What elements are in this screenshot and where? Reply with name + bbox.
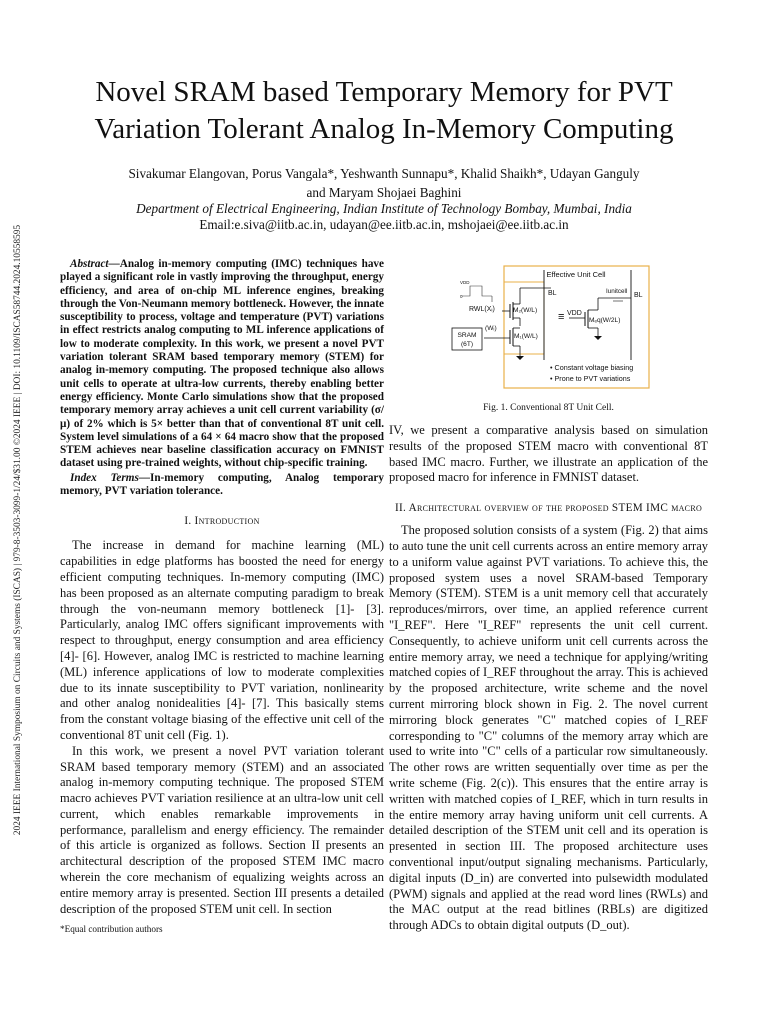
bullet-pvt-variations: • Prone to PVT variations bbox=[550, 374, 631, 383]
iunitcell-label: Iunitcell bbox=[606, 288, 628, 295]
rwl-label: RWL(Xᵢ) bbox=[469, 306, 495, 313]
ground-symbol-left bbox=[516, 356, 524, 360]
box-title: Effective Unit Cell bbox=[546, 270, 606, 279]
architecture-paragraph: The proposed solution consists of a system (Fig. 2) that aims to auto tune the unit cell currents across an entire memory array to a uniform value against PVT variations. To achieve this, the proposed system uses a novel SRAM-based Temporary Memory (STEM). STEM is a unit memory cell that accurately reproduces/mirrors, over time, an applied reference current "I_REF". Here "I_REF" represents the unit cell current. Consequently, to achieve uniform unit cell currents across the entire memory array, we need a technique for applying/writing matched copies of I_REF throughout the array. This is achieved by the proposed architecture, write scheme and the novel current mirroring block shown in Fig. 2. The novel current mirroring block generates "C" matched copies of I_REF corresponding to "C" columns of the memory array which are used to write into "C" cells of a particular row simultaneously. The other rows are written sequentially over time as per the write scheme (Fig. 2(c)). This ensures that the entire array is written with matched copies of I_REF, which in turn results in the entire memory array having uniform unit cell currents. A detailed description of the STEM unit cell and its operation is presented in section III. The proposed architecture uses conventional input/output signaling mechanisms. Particularly, digital inputs (D_in) are converted into pulsewidth modulated (PWM) signals and applied at the read word lines (RWLs) and the MAC output at the read bitlines (RBLs) are digitized through ADCs to obtain digital outputs (D_out). bbox=[389, 523, 709, 933]
authors-line-1: Sivakumar Elangovan, Porus Vangala*, Yeshwanth Sunnapu*, Khalid Shaikh*, Udayan Ganguly bbox=[128, 166, 640, 181]
index-terms-label: Index Terms bbox=[70, 471, 139, 484]
figure-1-caption: Fig. 1. Conventional 8T Unit Cell. bbox=[483, 403, 614, 413]
author-list bbox=[60, 164, 708, 202]
copyright-sidebar bbox=[4, 175, 32, 885]
abstract-label: Abstract bbox=[70, 258, 109, 270]
zero-label: 0 bbox=[460, 294, 463, 299]
author-emails: Email:e.siva@iitb.ac.in, udayan@ee.iitb.ac.in, mshojaei@ee.iitb.ac.in bbox=[199, 217, 569, 232]
figure-1-circuit bbox=[448, 260, 654, 392]
m2-label: M₂(W/L) bbox=[513, 307, 538, 314]
sram-label-1: SRAM bbox=[457, 332, 477, 339]
authors-line-2: and Maryam Shojaei Baghini bbox=[306, 185, 462, 200]
vdd-small-label: VDD bbox=[460, 280, 470, 285]
abstract bbox=[60, 258, 384, 471]
intro-paragraph-1: The increase in demand for machine learning (ML) capabilities in edge platforms has boosted the need for energy efficient computing techniques. In-memory computing (IMC) has been proposed as an alternate computing paradigm to break through the von-neumann memory bottleneck [1]- [3]. Particularly, analog IMC offers significant improvements with respect to throughput, energy consumption and area efficiency [4]- [6]. However, analog IMC is restricted to machine learning (ML) inference applications of low to moderate complexities due to its innate susceptibility to PVT variation, nonlinearity and other analog nonidealities [4]- [7]. This basically stems from the constant voltage biasing of the effective unit cell of the conventional 8T unit cell (Fig. 1). bbox=[60, 538, 384, 742]
meq-label: Mₑq(W/2L) bbox=[589, 317, 621, 324]
left-column bbox=[60, 258, 384, 917]
abstract-text: —Analog in-memory computing (IMC) techniques have played a significant role in vastly improving the throughput, energy efficiency, and area of on-chip ML inference engines, breaking through the Von-Neumann memory bottleneck. However, the innate susceptibility to process, voltage and temperature (PVT) variations in effect restricts analog computing to ML inference applications of low to moderate complexity. In this work, we present a novel PVT variation tolerant SRAM based temporary memory (STEM) for analog in-memory computing. The proposed technique also allows unit cells to operate at ultra-low currents, thereby enabling better energy efficiency. Monte Carlo simulations show that the proposed temporary memory array achieves a unit cell current variability (σ/μ) of 2% which is 5× better than that of conventional 8T unit cell. System level simulations of a 64 × 64 macro show that the proposed STEM achieves near baseline classification accuracy on FMNIST dataset using pre-trained weights, without chip-specific training. bbox=[60, 258, 384, 470]
sram-label-2: (6T) bbox=[460, 341, 474, 348]
section-heading-introduction: I. Introduction bbox=[184, 515, 260, 528]
circuit-diagram bbox=[448, 260, 654, 392]
index-terms-text: —In-memory computing, Analog temporary memory, PVT variation tolerance. bbox=[60, 471, 384, 498]
affiliation: Department of Electrical Engineering, Indian Institute of Technology Bombay, Mumbai, India bbox=[136, 201, 632, 216]
bullet-constant-voltage: • Constant voltage biasing bbox=[550, 363, 634, 372]
wi-label: (Wᵢ) bbox=[485, 325, 497, 332]
m1-label: M₁(W/L) bbox=[514, 333, 538, 340]
vdd-label: VDD bbox=[567, 310, 582, 317]
copyright-text: 2024 IEEE International Symposium on Circuits and Systems (ISCAS) | 979-8-3503-3099-1/24/$31.00 ©2024 IEEE | DOI: 10.1109/ISCAS58744.2024.10558595 bbox=[13, 224, 23, 836]
index-terms bbox=[60, 472, 384, 499]
footnote: *Equal contribution authors bbox=[60, 924, 163, 934]
bl-left-label: BL bbox=[548, 290, 557, 297]
bl-right-label: BL bbox=[634, 292, 643, 299]
right-paragraph-continued: IV, we present a comparative analysis based on simulation results of the proposed STEM macro with conventional 8T based IMC macro. Further, we illustrate an application of the proposed macro for inference in FMNIST dataset. bbox=[389, 423, 708, 485]
section-heading-architecture: II. Architectural overview of the proposed STEM IMC macro bbox=[394, 502, 703, 515]
ground-symbol-right bbox=[594, 336, 602, 340]
intro-paragraph-2: In this work, we present a novel PVT variation tolerant SRAM based temporary memory (STEM) and an associated analog in-memory computing technique. The proposed STEM macro achieves PVT variation resilience at an ultra-low unit cell current, which enables remarkable improvements in performance, parallelism and energy efficiency. The remainder of this article is organized as follows. Section II presents an architectural description of the proposed STEM IMC macro wherein the core mechanism of equalizing weights across an entire memory array is presented. Section III presents a detailed description of the proposed STEM unit cell. In section bbox=[60, 743, 384, 916]
pwm-waveform bbox=[462, 286, 492, 296]
equivalent-sign: ≡ bbox=[558, 311, 565, 323]
right-column bbox=[389, 423, 708, 934]
paper-title: Novel SRAM based Temporary Memory for PVT Variation Tolerant Analog In-Memory Computing bbox=[94, 76, 674, 145]
